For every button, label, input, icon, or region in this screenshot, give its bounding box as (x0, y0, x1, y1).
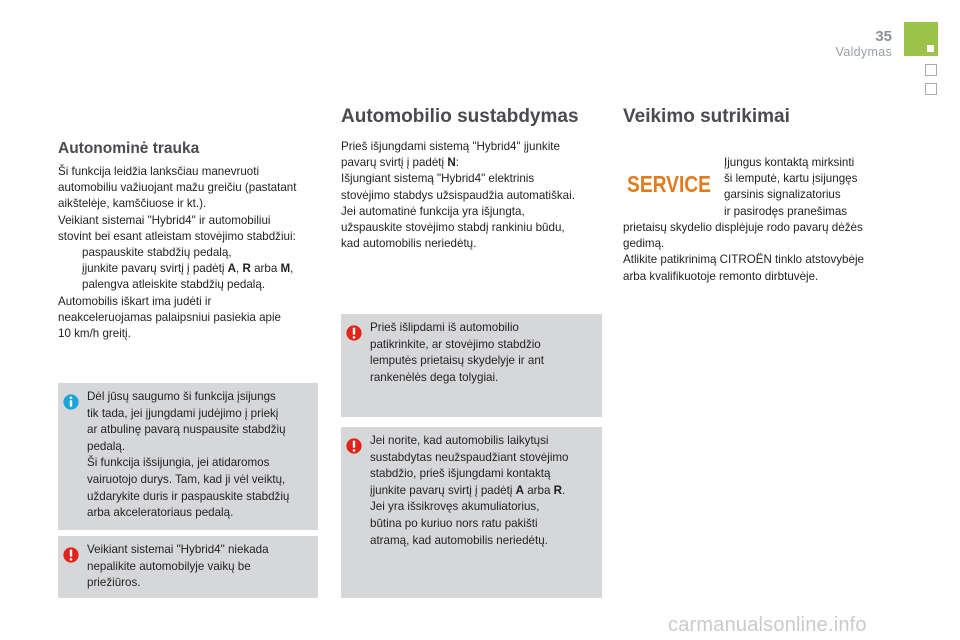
text-line: Veikiant sistemai "Hybrid4" ir automobiliui (58, 213, 271, 227)
text-span: pavarų svirtį į padėtį (341, 156, 448, 170)
text-line: stovėjimo stabdys užsispaudžia automatiškai. (341, 188, 575, 202)
gear-position-n: N (447, 156, 456, 170)
text-line: Ši funkcija leidžia lanksčiau manevruoti (58, 165, 260, 178)
text-line: automobiliu važiuojant mažu greičiu (pastatant (58, 181, 297, 195)
middle-body-text (341, 139, 603, 252)
warning-box-children (58, 536, 318, 598)
info-icon (63, 393, 79, 411)
bullet-text: įjunkite pavarų svirtį į padėtį (82, 262, 228, 276)
gear-position-r: R (553, 483, 563, 497)
text-line: Veikiant sistemai "Hybrid4" niekada (87, 543, 269, 556)
warning-box-text (370, 320, 544, 386)
text-line: Jei norite, kad automobilis laikytųsi (370, 434, 549, 447)
text-line: užspauskite stovėjimo stabdį rankiniu būdu, (341, 221, 565, 235)
text-line: Prieš išjungdami sistemą "Hybrid4" įjunkite (341, 140, 560, 153)
separator: arba (250, 262, 281, 276)
text-line: gedimą. (623, 237, 665, 251)
warning-box-parking-brake (341, 314, 602, 417)
separator: . (562, 483, 566, 497)
warning-icon (63, 546, 79, 564)
text-line: arba kvalifikuotoje remonto dirbtuvėje. (623, 269, 819, 283)
warning-box-text (87, 542, 269, 592)
service-warning-icon (626, 171, 712, 195)
text-line: stovint bei esant atleistam stovėjimo stabdžiui: (58, 229, 296, 243)
text-line: Dėl jūsų saugumo ši funkcija įsijungs (87, 390, 276, 403)
text-line: garsinis signalizatorius (724, 188, 841, 202)
bullet-text: palengva atleiskite stabdžių pedalą. (82, 278, 266, 292)
text-line: Prieš išlipdami iš automobilio (370, 321, 519, 334)
text-line: būtina po kuriuo nors ratu pakišti (370, 516, 538, 530)
text-line: ar atbulinę pavarą nuspausite stabdžių (87, 423, 286, 437)
gear-position-a: A (515, 483, 525, 497)
text-line: nepalikite automobilyje vaikų be (87, 559, 251, 573)
text-line: Jei yra išsikrovęs akumuliatorius, (370, 500, 540, 514)
text-line: uždarykite duris ir paspauskite stabdžių (87, 489, 290, 503)
text-span: įjunkite pavarų svirtį į padėtį (370, 483, 516, 497)
text-line: prietaisų skydelio displėjuje rodo pavarų dėžės (623, 221, 863, 234)
gear-position-a: A (227, 262, 237, 276)
warning-box-hold-vehicle (341, 427, 602, 598)
text-line: 10 km/h greitį. (58, 327, 131, 341)
section-box-1 (925, 64, 937, 76)
text-line: patikrinkite, ar stovėjimo stabdžio (370, 337, 541, 351)
heading-autonomine-trauka: Autonominė trauka (58, 140, 200, 157)
section-marker (904, 22, 938, 56)
text-line: Automobilis iškart ima judėti ir (58, 294, 212, 308)
text-line: Jei automatinė funkcija yra išjungta, (341, 204, 525, 218)
text-line: atramą, kad automobilis neriedėtų. (370, 533, 548, 547)
text-line: ši lemputė, kartu įsijungęs (724, 172, 858, 186)
separator: , (236, 262, 243, 276)
page-number: 35 (875, 28, 892, 45)
heading-automobilio-sustabdymas: Automobilio sustabdymas (341, 106, 579, 127)
bullet-item (58, 277, 318, 293)
warning-icon (346, 437, 362, 455)
bullet-item (58, 261, 318, 277)
right-body-text (623, 220, 903, 285)
bullet-text: paspauskite stabdžių pedalą, (82, 246, 232, 260)
separator: , (290, 262, 294, 276)
heading-veikimo-sutrikimai: Veikimo sutrikimai (623, 106, 790, 127)
service-label: SERVICE (627, 171, 711, 197)
text-line: aikštelėje, kamščiuose ir kt.). (58, 197, 207, 211)
section-marker-dot (927, 45, 934, 52)
text-line: pedalą. (87, 439, 126, 453)
left-body-text (58, 164, 318, 342)
text-line: neakceleruojamas palaipsniui pasiekia apie (58, 310, 281, 324)
right-side-text (724, 155, 894, 220)
info-box-text (87, 389, 289, 522)
warning-box-text (370, 433, 569, 549)
text-line: Atlikite patikrinimą CITROËN tinklo atstovybėje (623, 253, 864, 267)
text-line: kad automobilis neriedėtų. (341, 237, 477, 251)
text-line: Išjungiant sistemą "Hybrid4" elektrinis (341, 172, 535, 186)
section-box-2 (925, 83, 937, 95)
text-line: Ši funkcija išsijungia, jei atidaromos (87, 456, 270, 470)
text-line: sustabdytas neužspaudžiant stovėjimo (370, 450, 569, 464)
text-line: Įjungus kontaktą mirksinti (724, 156, 855, 169)
bullet-item (58, 245, 318, 261)
text-line (341, 155, 603, 171)
text-line: stabdžio, prieš išjungdami kontaktą (370, 467, 551, 481)
text-line: vairuotojo durys. Tam, kad ji vėl veiktų, (87, 472, 286, 486)
info-box (58, 383, 318, 530)
warning-icon (346, 324, 362, 342)
text-line: tik tada, jei įjungdami judėjimo į priekį (87, 406, 279, 420)
watermark: carmanualsonline.info (668, 614, 867, 636)
text-line: rankenėlės dega tolygiai. (370, 370, 499, 384)
separator: arba (524, 483, 554, 497)
text-line: arba akceleratoriaus pedalą. (87, 506, 234, 520)
gear-position-m: M (280, 262, 291, 276)
text-line: priežiūros. (87, 576, 141, 590)
gear-position-r: R (242, 262, 251, 276)
text-line: lemputės prietaisų skydelyje ir ant (370, 354, 544, 368)
text-line (370, 483, 569, 500)
separator: : (455, 156, 459, 170)
text-line: ir pasirodęs pranešimas (724, 204, 848, 218)
section-tag: Valdymas (835, 45, 892, 59)
